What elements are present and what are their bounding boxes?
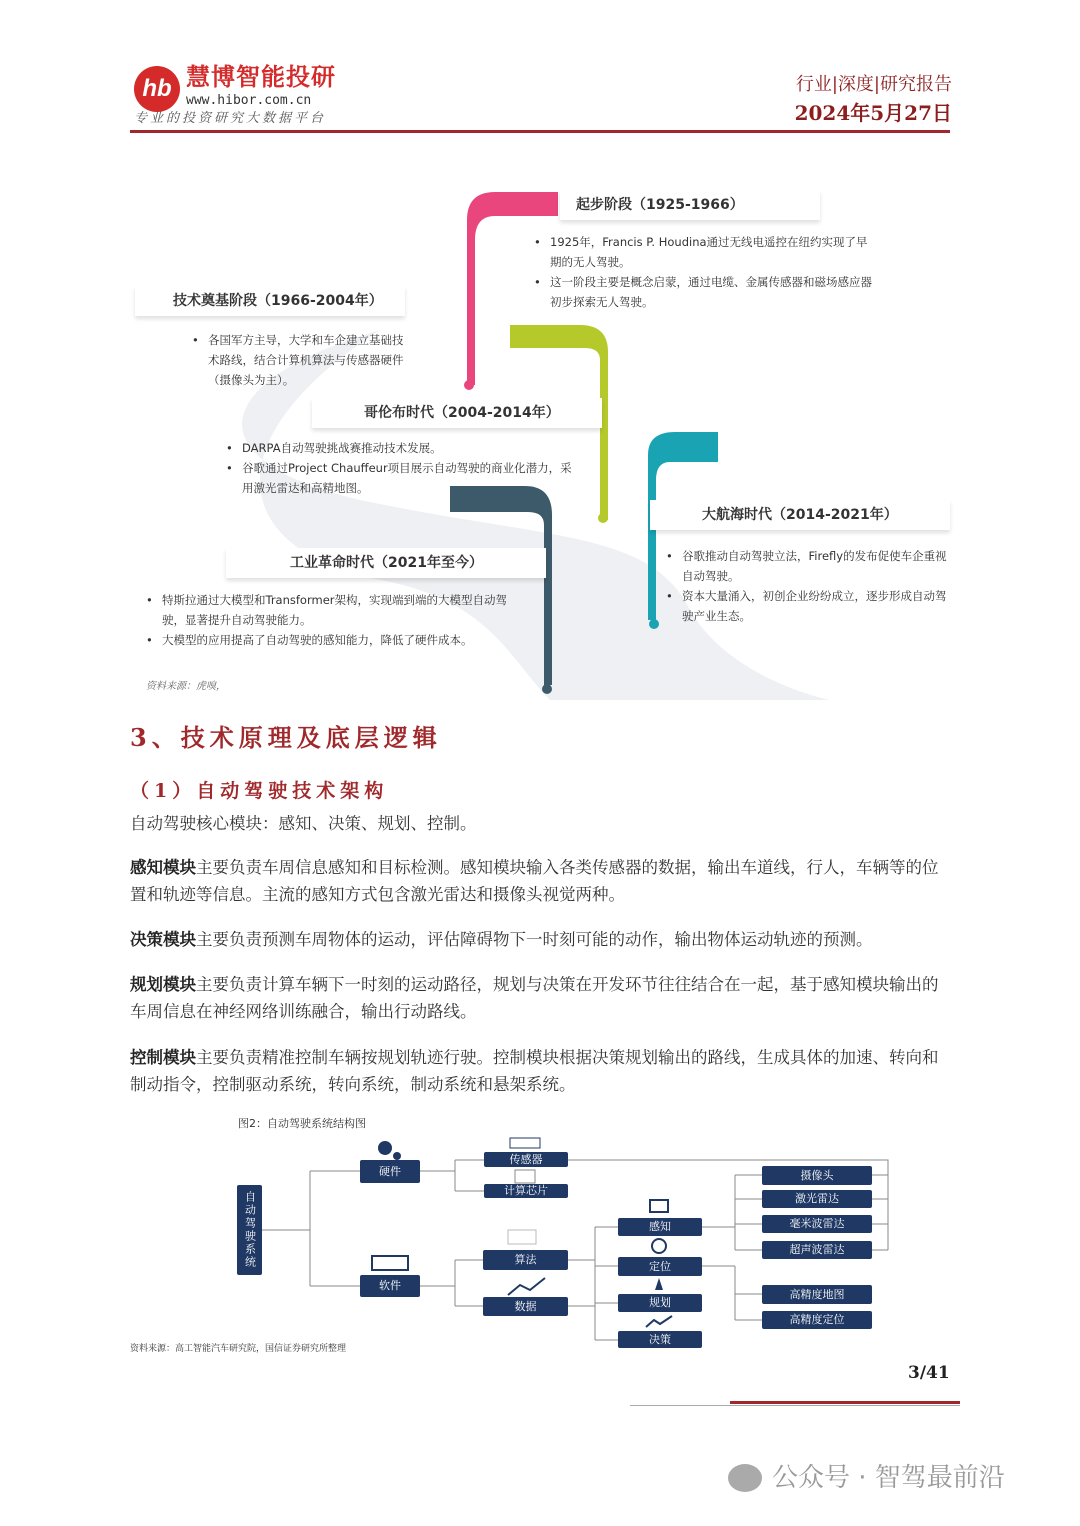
wechat-icon xyxy=(728,1464,762,1492)
node-hardware: 硬件 xyxy=(360,1160,420,1183)
node-software: 软件 xyxy=(360,1275,420,1297)
brand-name: 慧博智能投研 xyxy=(186,63,336,91)
node-decision: 决策 xyxy=(618,1331,702,1348)
stage-title: 大航海时代（2014-2021年） xyxy=(650,500,950,530)
page-number: 3/41 xyxy=(908,1363,950,1383)
figure-title: 图2：自动驾驶系统结构图 xyxy=(238,1117,366,1130)
paragraph-text: 主要负责预测车周物体的运动，评估障碍物下一时刻可能的动作，输出物体运动轨迹的预测。 xyxy=(196,930,873,949)
node-sensor: 传感器 xyxy=(484,1152,568,1167)
bullet: • 这一阶段主要是概念启蒙，通过电缆、金属传感器和磁场感应器初步探索无人驾驶。 xyxy=(530,272,875,312)
paragraph-text: 主要负责精准控制车辆按规划轨迹行驶。控制模块根据决策规划输出的路线，生成具体的加速、转向和制动指令，控制驱动系统，转向系统，制动系统和悬架系统。 xyxy=(130,1048,939,1094)
node-lidar: 激光雷达 xyxy=(762,1190,872,1208)
node-chip: 计算芯片 xyxy=(484,1184,568,1198)
node-algorithm: 算法 xyxy=(483,1250,568,1270)
term: 感知模块 xyxy=(130,858,196,877)
node-planning: 规划 xyxy=(618,1294,702,1312)
brand-url: www.hibor.com.cn xyxy=(186,93,312,108)
intro-text: 自动驾驶核心模块：感知、决策、规划、控制。 xyxy=(130,814,477,833)
bullet: • 谷歌通过Project Chauffeur项目展示自动驾驶的商业化潜力，采用激光雷达和高精地图。 xyxy=(222,458,582,498)
bullet: • 特斯拉通过大模型和Transformer架构，实现端到端的大模型自动驾驶，显著提升自动驾驶能力。 xyxy=(142,590,522,630)
paragraph-text: 主要负责车周信息感知和目标检测。感知模块输入各类传感器的数据，输出车道线，行人，车辆等的位置和轨迹等信息。主流的感知方式包含激光雷达和摄像头视觉两种。 xyxy=(130,858,939,904)
node-camera: 摄像头 xyxy=(762,1166,872,1185)
perception-icon xyxy=(650,1200,668,1212)
chip-icon xyxy=(515,1170,535,1183)
bullet: • DARPA自动驾驶挑战赛推动技术发展。 xyxy=(222,438,582,458)
footer-divider xyxy=(630,1405,960,1406)
bullet: • 大模型的应用提高了自动驾驶的感知能力，降低了硬件成本。 xyxy=(142,630,522,650)
node-hd-localization: 高精度定位 xyxy=(762,1311,872,1329)
bullet: • 各国军方主导，大学和车企建立基础技术路线，结合计算机算法与传感器硬件（摄像头为主）。 xyxy=(188,330,408,390)
term: 控制模块 xyxy=(130,1048,196,1067)
term: 决策模块 xyxy=(130,930,196,949)
logo-icon: hb xyxy=(134,66,180,112)
figure-source: 资料来源：虎嗅， xyxy=(146,681,226,692)
node-root: 自动驾驶系统 xyxy=(237,1185,262,1275)
figure-source: 资料来源：高工智能汽车研究院，国信证券研究所整理 xyxy=(130,1344,347,1354)
trend-icon xyxy=(646,1316,672,1327)
node-hd-map: 高精度地图 xyxy=(762,1285,872,1304)
node-data: 数据 xyxy=(483,1297,568,1316)
node-perception: 感知 xyxy=(618,1218,702,1236)
report-date: 2024年5月27日 xyxy=(794,101,952,125)
monitor-icon xyxy=(372,1256,408,1270)
report-category: 行业|深度|研究报告 xyxy=(795,74,952,95)
stage-title: 工业革命时代（2021年至今） xyxy=(226,548,546,578)
watermark-text: 公众号 · 智驾最前沿 xyxy=(772,1463,1005,1493)
computer-icon xyxy=(508,1230,536,1244)
gear-icon xyxy=(378,1141,392,1155)
sensor-icon xyxy=(510,1138,540,1148)
gear-icon xyxy=(393,1152,401,1160)
stage-title: 哥伦布时代（2004-2014年） xyxy=(312,398,602,428)
term: 规划模块 xyxy=(130,975,196,994)
paragraph-text: 主要负责计算车辆下一时刻的运动路径，规划与决策在开发环节往往结合在一起，基于感知模块输出的车周信息在神经网络训练融合，输出行动路线。 xyxy=(130,975,939,1021)
watermark xyxy=(728,1462,1005,1494)
section-heading: 3、技术原理及底层逻辑 xyxy=(130,723,442,752)
node-mmwave: 毫米波雷达 xyxy=(762,1215,872,1233)
bullet: • 资本大量涌入，初创企业纷纷成立，逐步形成自动驾驶产业生态。 xyxy=(662,586,952,626)
bullet: • 1925年，Francis P. Houdina通过无线电遥控在纽约实现了早期的无人驾驶。 xyxy=(530,232,875,272)
chart-icon xyxy=(508,1278,545,1295)
compass-icon xyxy=(652,1239,666,1253)
brand-slogan: 专业的投资研究大数据平台 xyxy=(134,111,327,126)
footer-accent xyxy=(730,1401,960,1404)
node-ultrasonic: 超声波雷达 xyxy=(762,1241,872,1259)
arrow-icon xyxy=(655,1278,663,1290)
node-localization: 定位 xyxy=(618,1257,702,1276)
stage-title: 技术奠基阶段（1966-2004年） xyxy=(135,286,405,316)
stage-title: 起步阶段（1925-1966） xyxy=(560,190,820,220)
subsection-heading: （1）自动驾驶技术架构 xyxy=(130,780,389,802)
bullet: • 谷歌推动自动驾驶立法，Firefly的发布促使车企重视自动驾驶。 xyxy=(662,546,952,586)
